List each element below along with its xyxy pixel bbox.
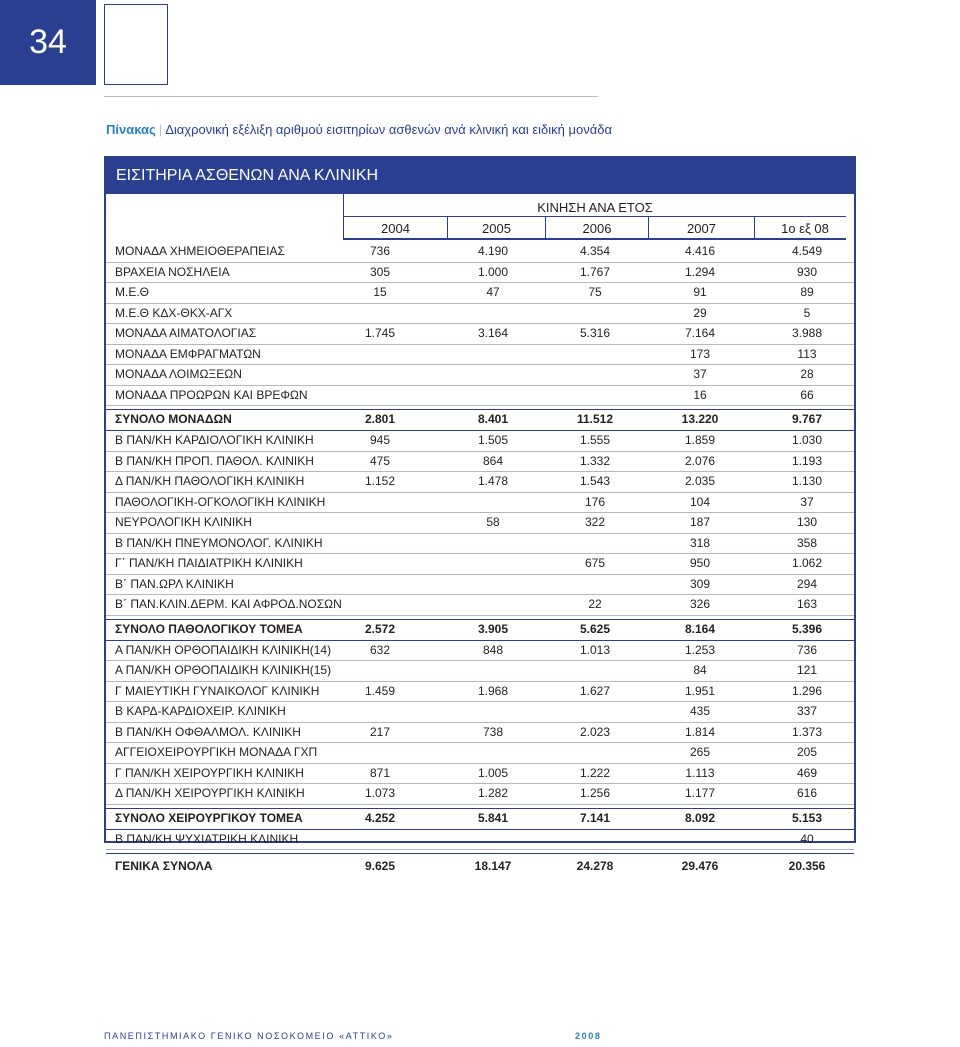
cell-2004: 1.745 [364, 326, 396, 340]
cell-2005: 4.190 [477, 244, 509, 258]
row-label: Β ΠΑΝ/ΚΗ ΠΡΟΠ. ΠΑΘΟΛ. ΚΛΙΝΙΚΗ [115, 453, 314, 468]
cell-2007: 84 [693, 663, 707, 677]
row-label: Γ΄ ΠΑΝ/ΚΗ ΠΑΙΔΙΑΤΡΙΚΗ ΚΛΙΝΙΚΗ [115, 556, 303, 570]
cell-1ο-εξ-08: 337 [796, 704, 818, 718]
cell-2006: 4.354 [579, 244, 611, 258]
cell-1ο-εξ-08: 9.767 [791, 412, 823, 426]
row-label: ΜΟΝΑΔΑ ΛΟΙΜΩΞΕΩΝ [115, 367, 242, 381]
cell-2005: 8.401 [477, 412, 509, 426]
row-label: Μ.Ε.Θ [115, 285, 150, 299]
year-header-3: 2007 [648, 217, 754, 239]
cell-2007: 8.164 [684, 621, 716, 636]
table-row [106, 764, 854, 785]
cell-2005: 3.164 [477, 326, 509, 340]
cell-2007: 326 [689, 597, 711, 611]
cell-2005: 58 [486, 515, 500, 529]
cell-2007: 318 [689, 535, 711, 550]
cell-1ο-εξ-08: 37 [800, 494, 814, 509]
table-row [106, 324, 854, 345]
table-row [106, 263, 854, 284]
row-label: Β ΠΑΝ/ΚΗ ΠΝΕΥΜΟΝΟΛΟΓ. ΚΛΙΝΙΚΗ [115, 535, 323, 550]
table-row [106, 743, 854, 764]
row-label: Γ ΜΑΙΕΥΤΙΚΗ ΓΥΝΑΙΚΟΛΟΓ ΚΛΙΝΙΚΗ [115, 683, 320, 698]
cell-2007: 435 [689, 704, 711, 718]
row-label: Β΄ ΠΑΝ.ΚΛΙΝ.ΔΕΡΜ. ΚΑΙ ΑΦΡΟΔ.ΝΟΣΩΝ [115, 597, 342, 611]
cell-2004: 871 [369, 765, 391, 780]
table-row [106, 661, 854, 682]
row-label: Γ ΠΑΝ/ΚΗ ΧΕΙΡΟΥΡΓΙΚΗ ΚΛΙΝΙΚΗ [115, 765, 304, 780]
footer-institution: ΠΑΝΕΠΙΣΤΗΜΙΑΚΟ ΓΕΝΙΚΟ ΝΟΣΟΚΟΜΕΙΟ «ΑΤΤΙΚΟ» [104, 1031, 394, 1041]
cell-1ο-εξ-08: 130 [796, 515, 818, 529]
row-label: ΜΟΝΑΔΑ ΑΙΜΑΤΟΛΟΓΙΑΣ [115, 326, 257, 340]
table-header [343, 194, 846, 240]
row-label: ΜΟΝΑΔΑ ΧΗΜΕΙΟΘΕΡΑΠΕΙΑΣ [115, 244, 285, 258]
admissions-table [104, 156, 856, 873]
cell-2005: 864 [482, 453, 504, 468]
table-row [106, 595, 854, 616]
cell-2005: 1.282 [477, 786, 509, 800]
caption-text: Διαχρονική εξέλιξη αριθμού εισιτηρίων ασθενών ανά κλινική και ειδική μονάδα [165, 122, 612, 137]
cell-1ο-εξ-08: 469 [796, 765, 818, 780]
header-rule [104, 96, 598, 97]
cell-1ο-εξ-08: 28 [800, 367, 814, 381]
cell-2005: 1.005 [477, 765, 509, 780]
table-total-row [106, 853, 854, 878]
row-label: Δ ΠΑΝ/ΚΗ ΧΕΙΡΟΥΡΓΙΚΗ ΚΛΙΝΙΚΗ [115, 786, 305, 800]
cell-2006: 1.767 [579, 264, 611, 279]
year-header-row [343, 216, 846, 240]
cell-1ο-εξ-08: 20.356 [788, 859, 826, 873]
row-label: Β΄ ΠΑΝ.ΩΡΛ ΚΛΙΝΙΚΗ [115, 576, 234, 591]
cell-2006: 675 [584, 556, 606, 570]
cell-2006: 75 [588, 285, 602, 299]
cell-2007: 4.416 [684, 244, 716, 258]
table-total-row [106, 619, 854, 641]
cell-2007: 13.220 [681, 412, 719, 426]
cell-1ο-εξ-08: 5 [803, 305, 811, 320]
group-header: ΚΙΝΗΣΗ ΑΝΑ ΕΤΟΣ [343, 194, 846, 219]
cell-2007: 265 [689, 745, 711, 759]
row-label: Β ΚΑΡΔ-ΚΑΡΔΙΟΧΕΙΡ. ΚΛΙΝΙΚΗ [115, 704, 286, 718]
cell-2005: 5.841 [477, 810, 509, 825]
cell-2005: 1.968 [477, 683, 509, 698]
cell-2007: 1.253 [684, 642, 716, 657]
row-label: ΣΥΝΟΛΟ ΧΕΙΡΟΥΡΓΙΚΟΥ ΤΟΜΕΑ [115, 810, 303, 825]
table-row [106, 452, 854, 473]
table-row [106, 242, 854, 263]
cell-2004: 945 [369, 433, 391, 447]
cell-1ο-εξ-08: 5.396 [791, 621, 823, 636]
cell-1ο-εξ-08: 66 [800, 387, 814, 402]
cell-2006: 1.555 [579, 433, 611, 447]
cell-1ο-εξ-08: 1.193 [791, 453, 823, 468]
table-row [106, 386, 854, 407]
cell-2005: 47 [486, 285, 500, 299]
cell-1ο-εξ-08: 358 [796, 535, 818, 550]
cell-2006: 322 [584, 515, 606, 529]
cell-2004: 1.073 [364, 786, 396, 800]
row-label: Δ ΠΑΝ/ΚΗ ΠΑΘΟΛΟΓΙΚΗ ΚΛΙΝΙΚΗ [115, 474, 305, 488]
table-row [106, 304, 854, 325]
cell-2005: 18.147 [474, 859, 512, 873]
cell-2004: 4.252 [364, 810, 396, 825]
cell-2004: 736 [369, 244, 391, 258]
row-label: Α ΠΑΝ/ΚΗ ΟΡΘΟΠΑΙΔΙΚΗ ΚΛΙΝΙΚΗ(14) [115, 642, 332, 657]
cell-2006: 1.013 [579, 642, 611, 657]
cell-2007: 29.476 [681, 859, 719, 873]
table-row [106, 723, 854, 744]
cell-2007: 1.859 [684, 433, 716, 447]
table-row [106, 283, 854, 304]
cell-1ο-εξ-08: 113 [797, 346, 817, 361]
cell-2007: 29 [693, 305, 707, 320]
cell-2005: 1.478 [477, 474, 509, 488]
cell-2004: 217 [369, 724, 391, 739]
cell-1ο-εξ-08: 5.153 [791, 810, 823, 825]
cell-1ο-εξ-08: 930 [796, 264, 818, 279]
year-header-2: 2006 [545, 217, 648, 239]
cell-2004: 15 [373, 285, 387, 299]
footer-year: 2008 [575, 1031, 602, 1041]
cell-1ο-εξ-08: 4.549 [791, 244, 823, 258]
cell-2005: 3.905 [477, 621, 509, 636]
row-label: ΓΕΝΙΚΑ ΣΥΝΟΛΑ [115, 859, 213, 873]
table-row [106, 513, 854, 534]
cell-2005: 738 [482, 724, 504, 739]
cell-2004: 305 [369, 264, 391, 279]
cell-2007: 950 [689, 556, 711, 570]
row-label: Β ΠΑΝ/ΚΗ ΟΦΘΑΛΜΟΛ. ΚΛΙΝΙΚΗ [115, 724, 301, 739]
cell-1ο-εξ-08: 163 [796, 597, 818, 611]
cell-2006: 1.256 [579, 786, 611, 800]
table-row [106, 575, 854, 596]
table-total-row [106, 808, 854, 830]
cell-2007: 1.951 [684, 683, 716, 698]
cell-1ο-εξ-08: 1.296 [791, 683, 823, 698]
cell-2007: 16 [693, 387, 707, 402]
row-label: ΜΟΝΑΔΑ ΠΡΟΩΡΩΝ ΚΑΙ ΒΡΕΦΩΝ [115, 387, 308, 402]
cell-2007: 1.177 [684, 786, 716, 800]
cell-2007: 37 [693, 367, 707, 381]
table-body [106, 242, 854, 878]
cell-1ο-εξ-08: 121 [796, 663, 818, 677]
cell-2006: 22 [588, 597, 602, 611]
cell-1ο-εξ-08: 736 [796, 642, 818, 657]
row-label: Μ.Ε.Θ ΚΔΧ-ΘΚΧ-ΑΓΧ [115, 305, 233, 320]
cell-2007: 173 [689, 346, 711, 361]
row-label: Β ΠΑΝ/ΚΗ ΚΑΡΔΙΟΛΟΓΙΚΗ ΚΛΙΝΙΚΗ [115, 433, 314, 447]
year-header-4: 1ο εξ 08 [754, 217, 855, 239]
cell-2005: 1.000 [477, 264, 509, 279]
table-title: ΕΙΣΙΤΗΡΙΑ ΑΣΘΕΝΩΝ ΑΝΑ ΚΛΙΝΙΚΗ [106, 158, 854, 194]
table-row [106, 641, 854, 662]
cell-2006: 5.625 [579, 621, 611, 636]
table-row [106, 431, 854, 452]
cell-2007: 1.113 [685, 765, 715, 780]
cell-2006: 176 [584, 494, 606, 509]
cell-1ο-εξ-08: 616 [796, 786, 818, 800]
cell-2004: 1.459 [364, 683, 396, 698]
cell-2006: 5.316 [579, 326, 611, 340]
cell-2006: 24.278 [576, 859, 614, 873]
cell-2006: 7.141 [579, 810, 611, 825]
cell-2007: 2.035 [684, 474, 716, 488]
cell-1ο-εξ-08: 40 [800, 831, 814, 846]
cell-1ο-εξ-08: 1.030 [791, 433, 823, 447]
cell-2007: 187 [689, 515, 711, 529]
cell-2007: 7.164 [684, 326, 716, 340]
table-row [106, 493, 854, 514]
year-header-0: 2004 [381, 221, 410, 236]
footer [104, 1031, 393, 1041]
cell-2006: 1.627 [579, 683, 611, 698]
row-label: ΣΥΝΟΛΟ ΜΟΝΑΔΩΝ [115, 412, 232, 426]
row-label: ΣΥΝΟΛΟ ΠΑΘΟΛΟΓΙΚΟΥ ΤΟΜΕΑ [115, 621, 303, 636]
row-label: ΝΕΥΡΟΛΟΓΙΚΗ ΚΛΙΝΙΚΗ [115, 515, 252, 529]
cell-2007: 309 [689, 576, 711, 591]
cell-2007: 91 [693, 285, 707, 299]
row-label: Β ΠΑΝ/ΚΗ ΨΥΧΙΑΤΡΙΚΗ ΚΛΙΝΙΚΗ [115, 831, 299, 846]
cell-1ο-εξ-08: 1.130 [791, 474, 823, 488]
table-row [106, 830, 854, 851]
cell-1ο-εξ-08: 1.373 [791, 724, 823, 739]
table-row [106, 365, 854, 386]
cell-2006: 11.512 [576, 412, 614, 426]
row-label: ΜΟΝΑΔΑ ΕΜΦΡΑΓΜΑΤΩΝ [115, 346, 261, 361]
table-row [106, 702, 854, 723]
cell-2006: 1.543 [579, 474, 611, 488]
table-row [106, 472, 854, 493]
table-row [106, 784, 854, 805]
table-row [106, 534, 854, 555]
cell-2007: 1.814 [684, 724, 716, 739]
cell-2004: 1.152 [364, 474, 396, 488]
cell-2007: 104 [689, 494, 711, 509]
cell-2004: 475 [369, 453, 391, 468]
cell-2007: 1.294 [684, 264, 716, 279]
table-row [106, 554, 854, 575]
cell-2005: 848 [482, 642, 504, 657]
cell-2006: 1.332 [579, 453, 611, 468]
cell-2004: 632 [369, 642, 391, 657]
table-row [106, 345, 854, 366]
cell-1ο-εξ-08: 89 [800, 285, 814, 299]
cell-1ο-εξ-08: 205 [796, 745, 818, 759]
table-caption [106, 122, 612, 137]
cell-2006: 1.222 [579, 765, 611, 780]
page-number-text: 34 [29, 23, 67, 61]
table-total-row [106, 409, 854, 431]
row-label: ΠΑΘΟΛΟΓΙΚΗ-ΟΓΚΟΛΟΓΙΚΗ ΚΛΙΝΙΚΗ [115, 494, 326, 509]
cell-1ο-εξ-08: 1.062 [791, 556, 823, 570]
cell-2006: 2.023 [579, 724, 611, 739]
page-corner-box [104, 4, 168, 85]
cell-1ο-εξ-08: 3.988 [791, 326, 823, 340]
row-label: ΑΓΓΕΙΟΧΕΙΡΟΥΡΓΙΚΗ ΜΟΝΑΔΑ ΓΧΠ [115, 745, 318, 759]
caption-lead: Πίνακας [106, 122, 156, 137]
year-header-1: 2005 [447, 217, 545, 239]
cell-2004: 2.572 [364, 621, 396, 636]
cell-2004: 9.625 [364, 859, 396, 873]
cell-2007: 2.076 [684, 453, 716, 468]
caption-separator: | [158, 122, 163, 137]
table-row [106, 682, 854, 703]
cell-2005: 1.505 [477, 433, 509, 447]
page-number [0, 0, 96, 85]
cell-2007: 8.092 [684, 810, 716, 825]
row-label: ΒΡΑΧΕΙΑ ΝΟΣΗΛΕΙΑ [115, 264, 230, 279]
row-label: Α ΠΑΝ/ΚΗ ΟΡΘΟΠΑΙΔΙΚΗ ΚΛΙΝΙΚΗ(15) [115, 663, 332, 677]
cell-1ο-εξ-08: 294 [796, 576, 818, 591]
cell-2004: 2.801 [364, 412, 396, 426]
